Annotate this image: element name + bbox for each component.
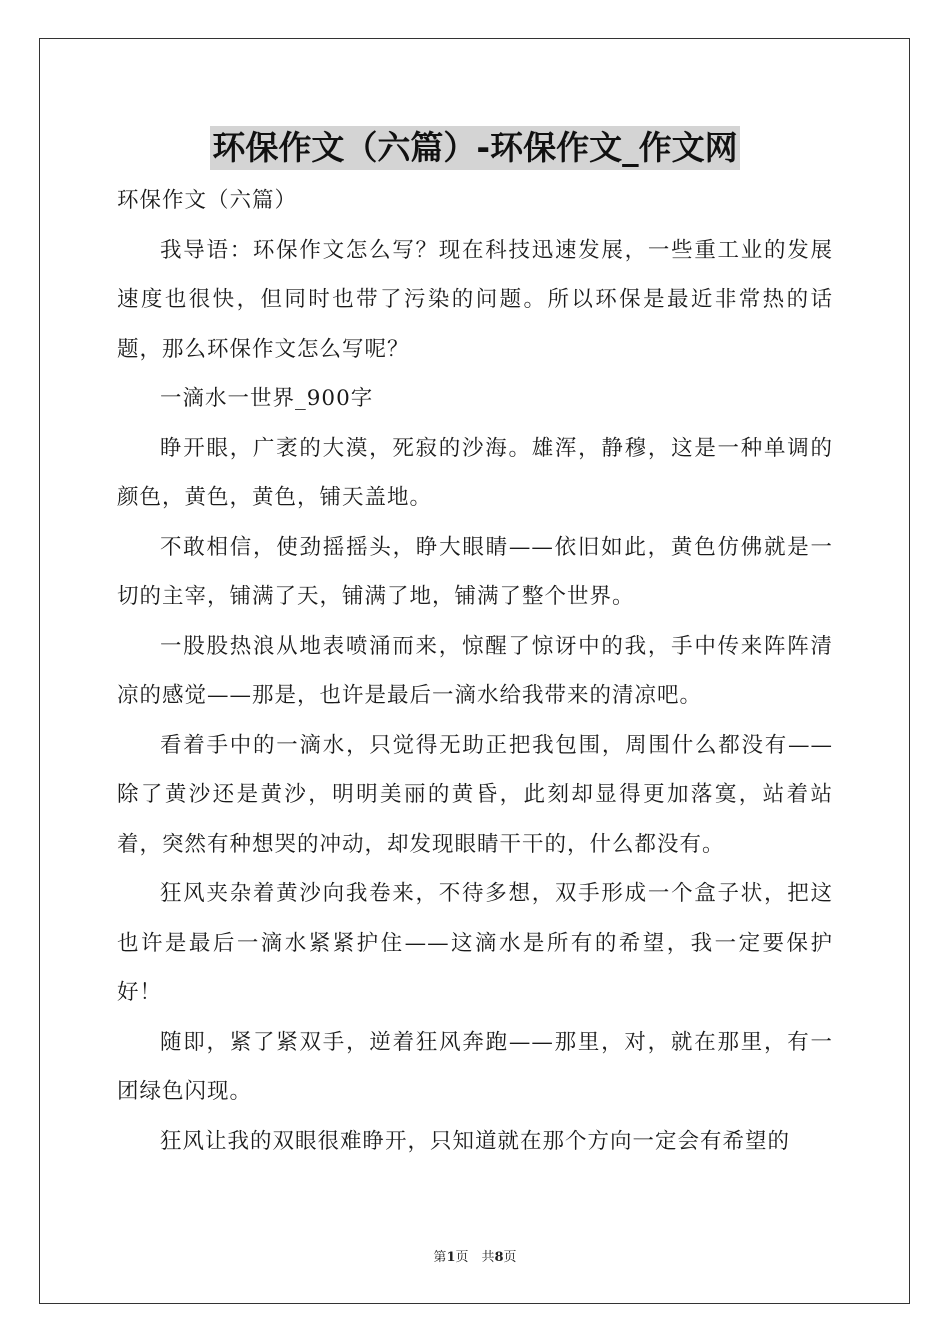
page-footer — [0, 1246, 950, 1265]
paragraph: 不敢相信，使劲摇摇头，睁大眼睛——依旧如此，黄色仿佛就是一切的主宰，铺满了天，铺满了地，铺满了整个世界。 — [117, 534, 833, 609]
page-label-suffix: 页 — [503, 1250, 517, 1265]
document-title: 环保作文（六篇）-环保作文_作文网 — [210, 126, 739, 170]
page-total-number: 8 — [494, 1250, 504, 1265]
paragraph: 一股股热浪从地表喷涌而来，惊醒了惊讶中的我，手中传来阵阵清凉的感觉——那是，也许是最后一滴水给我带来的清凉吧。 — [117, 633, 833, 708]
paragraph: 睁开眼，广袤的大漠，死寂的沙海。雄浑，静穆，这是一种单调的颜色，黄色，黄色，铺天盖地。 — [117, 435, 833, 510]
paragraph: 随即，紧了紧双手，逆着狂风奔跑——那里，对，就在那里，有一团绿色闪现。 — [117, 1029, 833, 1104]
page-current-number: 1 — [446, 1250, 456, 1265]
document-subtitle: 环保作文（六篇） — [117, 188, 298, 213]
paragraph: 看着手中的一滴水，只觉得无助正把我包围，周围什么都没有——除了黄沙还是黄沙，明明美丽的黄昏，此刻却显得更加落寞，站着站着，突然有种想哭的冲动，却发现眼睛干干的，什么都没有。 — [117, 732, 833, 857]
paragraph-intro: 我导语：环保作文怎么写？现在科技迅速发展，一些重工业的发展速度也很快，但同时也带了污染的问题。所以环保是最近非常热的话题，那么环保作文怎么写呢？ — [117, 237, 833, 362]
page-label-prefix: 第 — [433, 1250, 447, 1265]
paragraph: 狂风夹杂着黄沙向我卷来，不待多想，双手形成一个盒子状，把这也许是最后一滴水紧紧护住——这滴水是所有的希望，我一定要保护好！ — [117, 881, 833, 1005]
document-body — [117, 176, 833, 1166]
page-label-mid: 页 共 — [455, 1250, 495, 1265]
essay-heading: 一滴水一世界_900字 — [160, 386, 374, 411]
paragraph: 狂风让我的双眼很难睁开，只知道就在那个方向一定会有希望的 — [160, 1128, 791, 1154]
title-container — [0, 126, 950, 170]
